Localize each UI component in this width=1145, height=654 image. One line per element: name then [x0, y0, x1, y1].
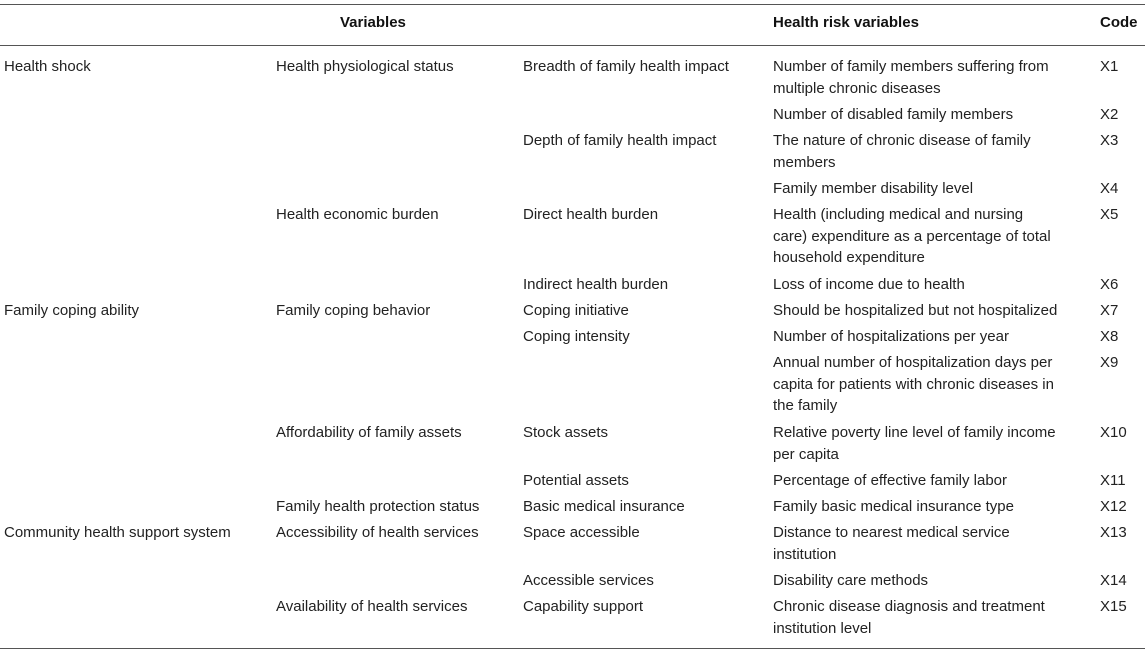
- code-cell: X14: [1100, 572, 1127, 589]
- subdimension-cell: Coping intensity: [523, 328, 630, 345]
- code-cell: X10: [1100, 424, 1127, 441]
- code-cell: X6: [1100, 276, 1119, 293]
- variable-text-line: care) expenditure as a percentage of total: [773, 227, 1051, 245]
- subdimension-cell: Direct health burden: [523, 206, 659, 223]
- category-cell: Family coping ability: [4, 302, 140, 319]
- subdimension-cell: Basic medical insurance: [523, 498, 685, 515]
- variable-text-line: Distance to nearest medical service: [773, 524, 1010, 541]
- table-bottom-rule: [0, 648, 1145, 649]
- variable-text-line: Disability care methods: [773, 572, 929, 589]
- header-variables: Variables: [340, 14, 406, 31]
- variable-text-line: Chronic disease diagnosis and treatment: [773, 598, 1045, 615]
- code-cell: X11: [1100, 472, 1126, 489]
- code-cell: X12: [1100, 498, 1127, 515]
- variable-text-line: household expenditure: [773, 249, 925, 266]
- subdimension-cell: Stock assets: [523, 424, 609, 441]
- code-cell: X4: [1100, 180, 1119, 197]
- subdimension-cell: Breadth of family health impact: [523, 58, 729, 75]
- code-cell: X13: [1100, 524, 1127, 541]
- variable-text-line: Loss of income due to health: [773, 276, 965, 293]
- subdimension-cell: Depth of family health impact: [523, 132, 717, 149]
- variable-text-line: Family member disability level: [773, 180, 974, 197]
- variable-text-line: institution level: [773, 619, 872, 637]
- variable-text-line: per capita: [773, 445, 839, 463]
- subdimension-cell: Coping initiative: [523, 302, 629, 319]
- category-cell: Community health support system: [4, 524, 231, 541]
- dimension-cell: Health physiological status: [276, 58, 454, 75]
- variable-text-line: institution: [773, 545, 837, 563]
- variable-text-line: Health (including medical and nursing: [773, 206, 1024, 223]
- variable-text-line: Number of disabled family members: [773, 106, 1014, 123]
- subdimension-cell: Capability support: [523, 598, 644, 615]
- code-cell: X8: [1100, 328, 1119, 345]
- variable-text-line: capita for patients with chronic diseases in: [773, 375, 1054, 393]
- dimension-cell: Affordability of family assets: [276, 424, 462, 441]
- variable-text-line: multiple chronic diseases: [773, 79, 941, 97]
- variable-text-line: Percentage of effective family labor: [773, 472, 1008, 489]
- variable-text-line: members: [773, 153, 836, 171]
- header-health-risk-variables: Health risk variables: [773, 14, 919, 31]
- code-cell: X9: [1100, 354, 1119, 371]
- variable-text-line: Number of hospitalizations per year: [773, 328, 1009, 345]
- code-cell: X5: [1100, 206, 1119, 223]
- header-rule: [0, 45, 1145, 46]
- subdimension-cell: Accessible services: [523, 572, 654, 589]
- dimension-cell: Health economic burden: [276, 206, 439, 223]
- subdimension-cell: Indirect health burden: [523, 276, 669, 293]
- header-code: Code: [1100, 14, 1138, 31]
- table-top-rule: [0, 4, 1145, 5]
- variable-text-line: the family: [773, 397, 838, 414]
- variable-text-line: Number of family members suffering from: [773, 58, 1049, 75]
- subdimension-cell: Potential assets: [523, 472, 629, 489]
- dimension-cell: Family health protection status: [276, 498, 480, 515]
- category-cell: Health shock: [4, 58, 91, 75]
- variable-text-line: Should be hospitalized but not hospitalized: [773, 302, 1058, 319]
- dimension-cell: Availability of health services: [276, 598, 468, 615]
- variable-text-line: Family basic medical insurance type: [773, 498, 1014, 515]
- code-cell: X3: [1100, 132, 1119, 149]
- dimension-cell: Accessibility of health services: [276, 524, 479, 541]
- subdimension-cell: Space accessible: [523, 524, 640, 541]
- variable-text-line: Annual number of hospitalization days per: [773, 354, 1053, 371]
- variable-text-line: Relative poverty line level of family income: [773, 424, 1056, 441]
- code-cell: X7: [1100, 302, 1119, 319]
- dimension-cell: Family coping behavior: [276, 302, 431, 319]
- variable-text-line: The nature of chronic disease of family: [773, 132, 1031, 149]
- code-cell: X15: [1100, 598, 1127, 615]
- code-cell: X1: [1100, 58, 1119, 75]
- code-cell: X2: [1100, 106, 1119, 123]
